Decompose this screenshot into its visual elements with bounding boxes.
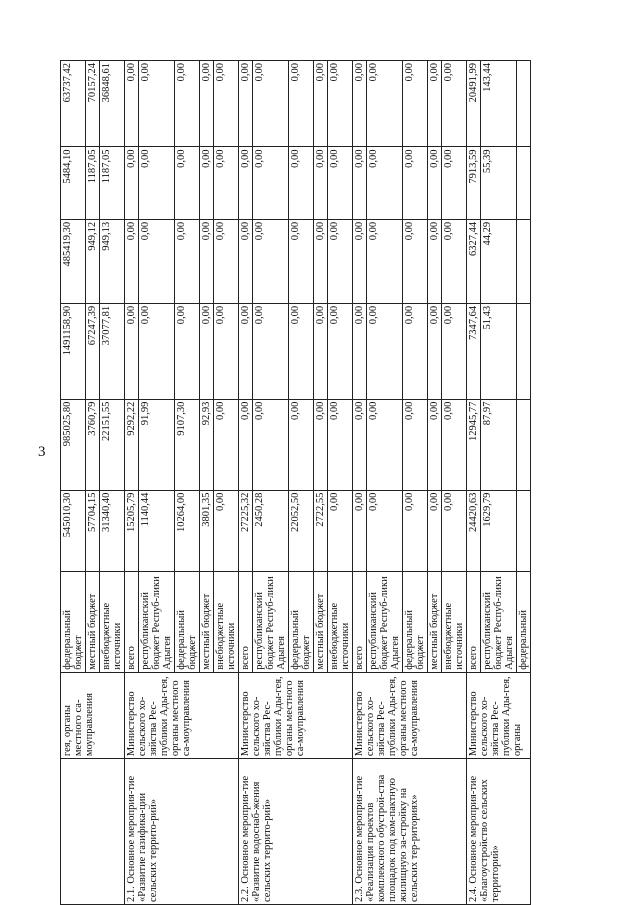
funding-source-cell: местный бюджет [428, 572, 442, 672]
funding-source-cell: внебюджетные источники [100, 572, 125, 672]
amount-cell: 0,00 [125, 303, 139, 399]
amount-cell: 985025,80 [61, 399, 86, 490]
amount-cell: 0,00 [403, 490, 428, 572]
amount-cell: 55,39 [481, 147, 517, 219]
amount-cell: 0,00 [442, 61, 467, 147]
amount-cell: 67247,39 [86, 303, 100, 399]
amount-cell: 0,00 [289, 399, 314, 490]
amount-cell: 0,00 [403, 399, 428, 490]
amount-cell: 0,00 [403, 61, 428, 147]
amount-cell: 0,00 [428, 303, 442, 399]
amount-cell: 0,00 [314, 147, 328, 219]
amount-cell: 0,00 [139, 61, 175, 147]
amount-cell [517, 61, 531, 147]
amount-cell: 0,00 [428, 147, 442, 219]
table-row [61, 61, 86, 905]
funding-source-cell: федеральный бюджет [61, 572, 86, 672]
amount-cell: 20491,99 [467, 61, 481, 147]
amount-cell: 1187,05 [86, 147, 100, 219]
amount-cell: 0,00 [442, 147, 467, 219]
amount-cell: 0,00 [442, 490, 467, 572]
amount-cell: 0,00 [289, 219, 314, 303]
funding-source-cell: республиканский бюджет Респуб-лики Адыгея [139, 572, 175, 672]
amount-cell: 0,00 [139, 219, 175, 303]
amount-cell: 0,00 [125, 219, 139, 303]
amount-cell: 0,00 [314, 303, 328, 399]
executor-cell: гея, органы местного са-моуправления [61, 672, 125, 758]
amount-cell: 0,00 [314, 219, 328, 303]
funding-source-cell: федеральный бюджет [403, 572, 428, 672]
amount-cell: 0,00 [200, 303, 214, 399]
amount-cell: 1187,05 [100, 147, 125, 219]
amount-cell: 0,00 [367, 147, 403, 219]
amount-cell: 0,00 [289, 61, 314, 147]
amount-cell: 12945,77 [467, 399, 481, 490]
amount-cell: 57704,15 [86, 490, 100, 572]
funding-source-cell: местный бюджет [200, 572, 214, 672]
amount-cell [517, 147, 531, 219]
activity-name-cell: 2.3. Основное мероприя-тие «Реализация проектов комплексного обустрой-ства площадок под ком-пактную жилищную за-стройку на сельских тер-риториях» [353, 759, 467, 905]
amount-cell: 0,00 [367, 303, 403, 399]
amount-cell: 22052,50 [289, 490, 314, 572]
amount-cell: 0,00 [353, 490, 367, 572]
amount-cell: 949,13 [100, 219, 125, 303]
amount-cell: 0,00 [214, 303, 239, 399]
budget-table-body [61, 61, 531, 905]
amount-cell: 0,00 [289, 147, 314, 219]
amount-cell: 0,00 [367, 219, 403, 303]
amount-cell: 0,00 [239, 399, 253, 490]
funding-source-cell: республиканский бюджет Респуб-лики Адыгея [367, 572, 403, 672]
amount-cell: 10264,00 [175, 490, 200, 572]
funding-source-cell: всего [239, 572, 253, 672]
amount-cell: 0,00 [253, 303, 289, 399]
amount-cell: 91,99 [139, 399, 175, 490]
amount-cell: 63737,42 [61, 61, 86, 147]
amount-cell: 0,00 [139, 147, 175, 219]
funding-source-cell: внебюджетные источники [214, 572, 239, 672]
amount-cell: 0,00 [253, 61, 289, 147]
amount-cell: 0,00 [175, 61, 200, 147]
activity-name-cell: 2.4. Основное мероприя-тие «Благоустройство сельских территорий» [467, 759, 531, 905]
amount-cell: 0,00 [214, 490, 239, 572]
executor-cell: Министерство сельского хо-зяйства Рес-публики Ады-гея, органы местного са-моуправления [125, 672, 239, 758]
amount-cell: 7913,59 [467, 147, 481, 219]
amount-cell [517, 490, 531, 572]
amount-cell [517, 399, 531, 490]
amount-cell: 87,97 [481, 399, 517, 490]
activity-name-cell: 2.1. Основное мероприя-тие «Развитие газифика-ции сельских террито-рий» [125, 759, 239, 905]
amount-cell: 0,00 [253, 147, 289, 219]
amount-cell: 2450,28 [253, 490, 289, 572]
amount-cell: 1140,44 [139, 490, 175, 572]
amount-cell: 0,00 [403, 147, 428, 219]
amount-cell: 0,00 [200, 147, 214, 219]
amount-cell: 0,00 [328, 219, 353, 303]
amount-cell: 0,00 [200, 219, 214, 303]
amount-cell: 5484,10 [61, 147, 86, 219]
funding-source-cell: местный бюджет [86, 572, 100, 672]
funding-source-cell: федеральный [517, 572, 531, 672]
amount-cell: 0,00 [328, 147, 353, 219]
funding-source-cell: всего [353, 572, 367, 672]
amount-cell: 0,00 [353, 399, 367, 490]
funding-source-cell: внебюджетные источники [442, 572, 467, 672]
rotated-page-content [60, 60, 531, 905]
page-number: 3 [38, 444, 46, 460]
amount-cell: 0,00 [200, 61, 214, 147]
amount-cell: 0,00 [428, 399, 442, 490]
amount-cell: 0,00 [367, 61, 403, 147]
funding-source-cell: всего [467, 572, 481, 672]
amount-cell: 27225,32 [239, 490, 253, 572]
amount-cell [517, 303, 531, 399]
amount-cell: 0,00 [403, 303, 428, 399]
amount-cell: 0,00 [239, 147, 253, 219]
amount-cell: 0,00 [214, 219, 239, 303]
amount-cell: 22151,55 [100, 399, 125, 490]
activity-name-cell: 2.2. Основное мероприя-тие «Развитие водоснаб-жения сельских террито-рий» [239, 759, 353, 905]
amount-cell: 6327,44 [467, 219, 481, 303]
funding-source-cell: внебюджетные источники [328, 572, 353, 672]
amount-cell: 0,00 [253, 399, 289, 490]
amount-cell: 0,00 [403, 219, 428, 303]
amount-cell: 0,00 [214, 61, 239, 147]
amount-cell: 1491158,90 [61, 303, 86, 399]
table-row [125, 61, 139, 905]
amount-cell: 31340,40 [100, 490, 125, 572]
amount-cell: 0,00 [239, 219, 253, 303]
executor-cell: Министерство сельского хо-зяйства Рес-публики Ады-гея, органы [467, 672, 531, 758]
amount-cell: 0,00 [428, 490, 442, 572]
amount-cell: 485419,30 [61, 219, 86, 303]
amount-cell: 0,00 [125, 61, 139, 147]
amount-cell: 143,44 [481, 61, 517, 147]
funding-source-cell: республиканский бюджет Респуб-лики Адыгея [253, 572, 289, 672]
table-row [467, 61, 481, 905]
amount-cell: 0,00 [239, 61, 253, 147]
amount-cell [517, 219, 531, 303]
amount-cell: 949,12 [86, 219, 100, 303]
amount-cell: 0,00 [175, 219, 200, 303]
funding-source-cell: федеральный бюджет [175, 572, 200, 672]
amount-cell: 24420,63 [467, 490, 481, 572]
amount-cell: 0,00 [214, 147, 239, 219]
amount-cell: 36848,61 [100, 61, 125, 147]
amount-cell: 0,00 [428, 219, 442, 303]
amount-cell: 1629,79 [481, 490, 517, 572]
amount-cell: 15205,79 [125, 490, 139, 572]
executor-cell: Министерство сельского хо-зяйства Рес-публики Ады-гея, органы местного са-моуправления [239, 672, 353, 758]
amount-cell: 0,00 [353, 147, 367, 219]
amount-cell: 0,00 [139, 303, 175, 399]
amount-cell: 70157,24 [86, 61, 100, 147]
amount-cell: 37077,81 [100, 303, 125, 399]
amount-cell: 0,00 [314, 61, 328, 147]
amount-cell: 0,00 [367, 399, 403, 490]
funding-source-cell: всего [125, 572, 139, 672]
amount-cell: 2722,55 [314, 490, 328, 572]
amount-cell: 0,00 [175, 147, 200, 219]
funding-source-cell: федеральный бюджет [289, 572, 314, 672]
amount-cell: 545010,30 [61, 490, 86, 572]
funding-source-cell: местный бюджет [314, 572, 328, 672]
amount-cell: 0,00 [214, 399, 239, 490]
budget-table [60, 60, 531, 905]
funding-source-cell: республиканский бюджет Респуб-лики Адыгея [481, 572, 517, 672]
amount-cell: 9107,30 [175, 399, 200, 490]
amount-cell: 0,00 [314, 399, 328, 490]
amount-cell: 0,00 [353, 219, 367, 303]
amount-cell: 0,00 [428, 61, 442, 147]
amount-cell: 7347,64 [467, 303, 481, 399]
amount-cell: 0,00 [328, 61, 353, 147]
amount-cell: 92,93 [200, 399, 214, 490]
amount-cell: 0,00 [239, 303, 253, 399]
amount-cell: 0,00 [442, 303, 467, 399]
activity-name-cell [61, 759, 125, 905]
amount-cell: 0,00 [442, 399, 467, 490]
amount-cell: 0,00 [367, 490, 403, 572]
amount-cell: 0,00 [175, 303, 200, 399]
amount-cell: 0,00 [328, 303, 353, 399]
amount-cell: 44,29 [481, 219, 517, 303]
table-row [239, 61, 253, 905]
amount-cell: 0,00 [328, 399, 353, 490]
amount-cell: 3801,35 [200, 490, 214, 572]
table-row [353, 61, 367, 905]
amount-cell: 3760,79 [86, 399, 100, 490]
amount-cell: 0,00 [328, 490, 353, 572]
amount-cell: 9292,22 [125, 399, 139, 490]
amount-cell: 0,00 [125, 147, 139, 219]
amount-cell: 0,00 [442, 219, 467, 303]
amount-cell: 0,00 [289, 303, 314, 399]
amount-cell: 0,00 [253, 219, 289, 303]
executor-cell: Министерство сельского хо-зяйства Рес-публики Ады-гея, органы местного са-моуправления [353, 672, 467, 758]
amount-cell: 51,43 [481, 303, 517, 399]
amount-cell: 0,00 [353, 303, 367, 399]
amount-cell: 0,00 [353, 61, 367, 147]
